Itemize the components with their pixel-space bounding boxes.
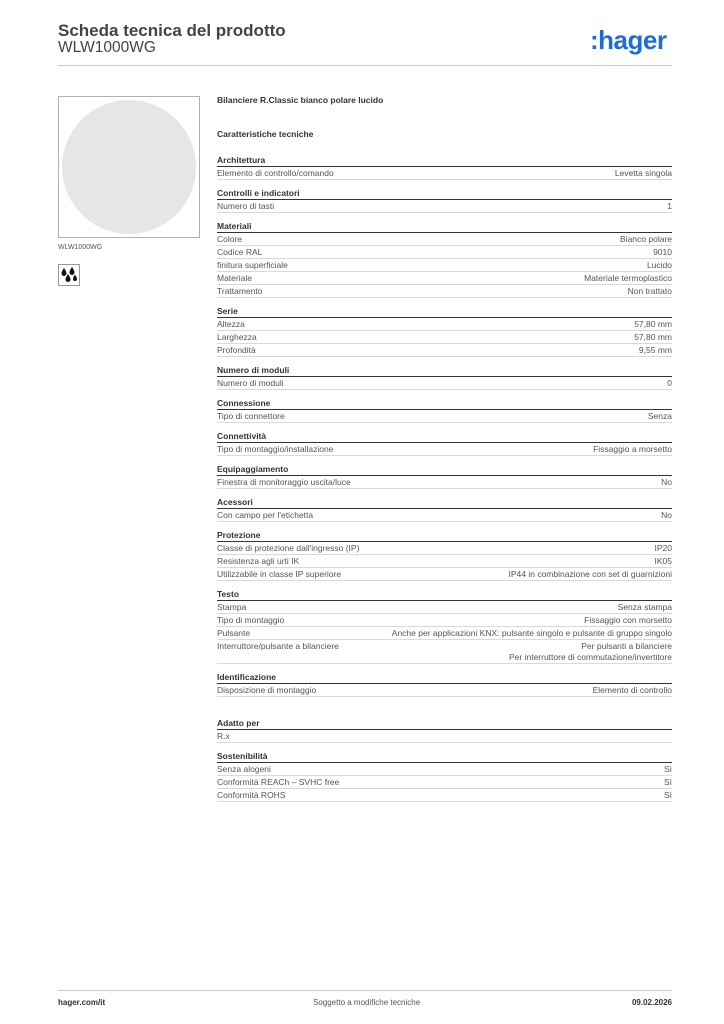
spec-value-line: Lucido — [646, 260, 672, 270]
spec-value-line: 57,80 mm — [634, 332, 672, 342]
spec-label: Elemento di controllo/comando — [217, 168, 334, 178]
spec-row — [217, 331, 672, 344]
spec-row — [217, 730, 672, 743]
spec-label: Numero di moduli — [217, 378, 284, 388]
spec-row — [217, 640, 672, 664]
spec-group — [217, 497, 672, 522]
spec-label: Disposizione di montaggio — [217, 685, 317, 695]
spec-group-title: Architettura — [217, 155, 672, 167]
spec-group — [217, 221, 672, 298]
spec-value-line: Sì — [663, 764, 672, 774]
spec-row — [217, 684, 672, 697]
spec-label: Colore — [217, 234, 243, 244]
spec-row — [217, 246, 672, 259]
spec-row — [217, 377, 672, 390]
spec-value — [593, 685, 672, 696]
spec-row — [217, 259, 672, 272]
spec-value — [653, 247, 672, 258]
spec-group-title: Adatto per — [217, 718, 672, 730]
spec-value-line: Fissaggio con morsetto — [584, 615, 672, 625]
spec-label: Codice RAL — [217, 247, 263, 257]
spec-row — [217, 233, 672, 246]
product-image — [62, 100, 196, 234]
spec-value — [667, 378, 672, 389]
spec-label: Tipo di connettore — [217, 411, 285, 421]
footer-website-link[interactable]: hager.com/it — [58, 998, 106, 1007]
spec-group — [217, 155, 672, 180]
spec-value — [639, 345, 672, 356]
spec-value-line: Fissaggio a morsetto — [593, 444, 672, 454]
water-drops-icon — [58, 264, 80, 286]
spec-label: Senza alogeni — [217, 764, 271, 774]
spec-value-line: 1 — [667, 201, 672, 211]
spec-value-line: Non trattato — [627, 286, 672, 296]
spec-value — [634, 319, 672, 330]
spec-row — [217, 776, 672, 789]
spec-value-line: Elemento di controllo — [592, 685, 672, 695]
spec-value-line: Senza stampa — [617, 602, 672, 612]
spec-group-title: Identificazione — [217, 672, 672, 684]
spec-row — [217, 509, 672, 522]
spec-group — [217, 188, 672, 213]
spec-group-title: Controlli e indicatori — [217, 188, 672, 200]
spec-group — [217, 431, 672, 456]
header-title: Scheda tecnica del prodotto — [58, 21, 286, 40]
spec-value — [655, 556, 673, 567]
spec-row — [217, 601, 672, 614]
spec-label: Interruttore/pulsante a bilanciere — [217, 641, 339, 651]
spec-row — [217, 614, 672, 627]
spec-group — [217, 751, 672, 802]
hager-logo[interactable]: :hager — [590, 25, 667, 55]
spec-group-title: Sostenibilità — [217, 751, 672, 763]
spec-label: Profondità — [217, 345, 256, 355]
spec-label: Tipo di montaggio — [217, 615, 285, 625]
spec-value — [509, 641, 672, 663]
spec-row — [217, 200, 672, 213]
spec-label: Con campo per l'etichetta — [217, 510, 314, 520]
spec-label: finitura superficiale — [217, 260, 288, 270]
spec-value — [661, 510, 672, 521]
spec-column — [217, 95, 672, 810]
spec-row — [217, 763, 672, 776]
spec-label: Larghezza — [217, 332, 257, 342]
spec-label: Finestra di monitoraggio uscita/luce — [217, 477, 351, 487]
product-code-heading: WLW1000WG — [58, 39, 156, 56]
spec-value — [584, 615, 672, 626]
spec-label: Stampa — [217, 602, 247, 612]
spec-group-title: Numero di moduli — [217, 365, 672, 377]
spec-value-line: Sì — [663, 777, 672, 787]
spec-group — [217, 672, 672, 697]
spec-group-title: Serie — [217, 306, 672, 318]
spec-label: R.x — [217, 731, 230, 741]
spec-group-title: Equipaggiamento — [217, 464, 672, 476]
spec-value — [661, 477, 672, 488]
spec-group-title: Connettività — [217, 431, 672, 443]
spec-value — [664, 790, 672, 801]
spec-group — [217, 530, 672, 581]
section-title: Caratteristiche tecniche — [217, 129, 314, 139]
spec-row — [217, 167, 672, 180]
spec-value-line: 57,80 mm — [634, 319, 672, 329]
spec-value — [664, 777, 672, 788]
spec-value — [655, 543, 673, 554]
footer-note: Soggetto a modifiche tecniche — [313, 998, 421, 1007]
spec-value-line: Bianco polare — [620, 234, 672, 244]
spec-value-line: No — [661, 477, 672, 487]
spec-value-line: Senza — [647, 411, 672, 421]
spec-group — [217, 589, 672, 664]
spec-label: Classe di protezione dall'ingresso (IP) — [217, 543, 360, 553]
spec-group-title: Testo — [217, 589, 672, 601]
product-image-caption: WLW1000WG — [58, 244, 103, 251]
spec-group-title: Protezione — [217, 530, 672, 542]
spec-group-title: Acessori — [217, 497, 672, 509]
spec-label: Materiale — [217, 273, 252, 283]
spec-value — [584, 273, 672, 284]
spec-value-line: IK05 — [654, 556, 672, 566]
spec-label: Trattamento — [217, 286, 263, 296]
spec-label: Pulsante — [217, 628, 251, 638]
spec-row — [217, 272, 672, 285]
spec-value — [664, 764, 672, 775]
spec-row — [217, 285, 672, 298]
spec-value-line: Per interruttore di commutazione/invertitore — [509, 652, 672, 662]
spec-value — [615, 168, 672, 179]
spec-row — [217, 555, 672, 568]
spec-label: Numero di tasti — [217, 201, 275, 211]
spec-group — [217, 365, 672, 390]
spec-value — [628, 286, 672, 297]
spec-value-line: IP44 in combinazione con set di guarnizioni — [508, 569, 672, 579]
spec-value-line: Per pulsanti a bilanciere — [581, 641, 672, 651]
footer-divider — [58, 990, 672, 991]
spec-label: Conformità ROHS — [217, 790, 286, 800]
spec-value — [647, 260, 672, 271]
spec-group — [217, 464, 672, 489]
spec-value-line: 0 — [667, 378, 672, 388]
spec-value-line: No — [661, 510, 672, 520]
spec-groups — [217, 155, 672, 802]
spec-row — [217, 318, 672, 331]
spec-value-line: Sì — [663, 790, 672, 800]
product-name: Bilanciere R.Classic bianco polare lucido — [217, 95, 384, 105]
spec-row — [217, 443, 672, 456]
spec-group — [217, 718, 672, 743]
spec-group-title: Materiali — [217, 221, 672, 233]
spec-group — [217, 398, 672, 423]
header-divider — [58, 65, 672, 66]
spec-value-line: Materiale termoplastico — [584, 273, 672, 283]
spec-label: Tipo di montaggio/installazione — [217, 444, 334, 454]
spec-row — [217, 344, 672, 357]
spec-group — [217, 306, 672, 357]
spec-value-line: Levetta singola — [614, 168, 672, 178]
spec-row — [217, 410, 672, 423]
spec-value — [593, 444, 672, 455]
spec-value — [618, 602, 672, 613]
spec-group-title: Connessione — [217, 398, 672, 410]
spec-row — [217, 476, 672, 489]
spec-value-line: 9,55 mm — [638, 345, 672, 355]
spec-label: Conformità REACh – SVHC free — [217, 777, 340, 787]
spec-value — [634, 332, 672, 343]
spec-label: Utilizzabile in classe IP superiore — [217, 569, 342, 579]
spec-row — [217, 627, 672, 640]
spec-value-line: IP20 — [654, 543, 672, 553]
footer-date: 09.02.2026 — [631, 998, 672, 1007]
spec-label: Altezza — [217, 319, 245, 329]
spec-value — [392, 628, 672, 639]
spec-row — [217, 789, 672, 802]
spec-label: Resistenza agli urti IK — [217, 556, 300, 566]
spec-value — [667, 201, 672, 212]
spec-row — [217, 542, 672, 555]
spec-value-line: Anche per applicazioni KNX: pulsante singolo e pulsante di gruppo singolo — [391, 628, 672, 638]
spec-value — [648, 411, 672, 422]
spec-value-line: 9010 — [653, 247, 672, 257]
spec-row — [217, 568, 672, 581]
spec-value — [620, 234, 672, 245]
spec-value — [509, 569, 673, 580]
